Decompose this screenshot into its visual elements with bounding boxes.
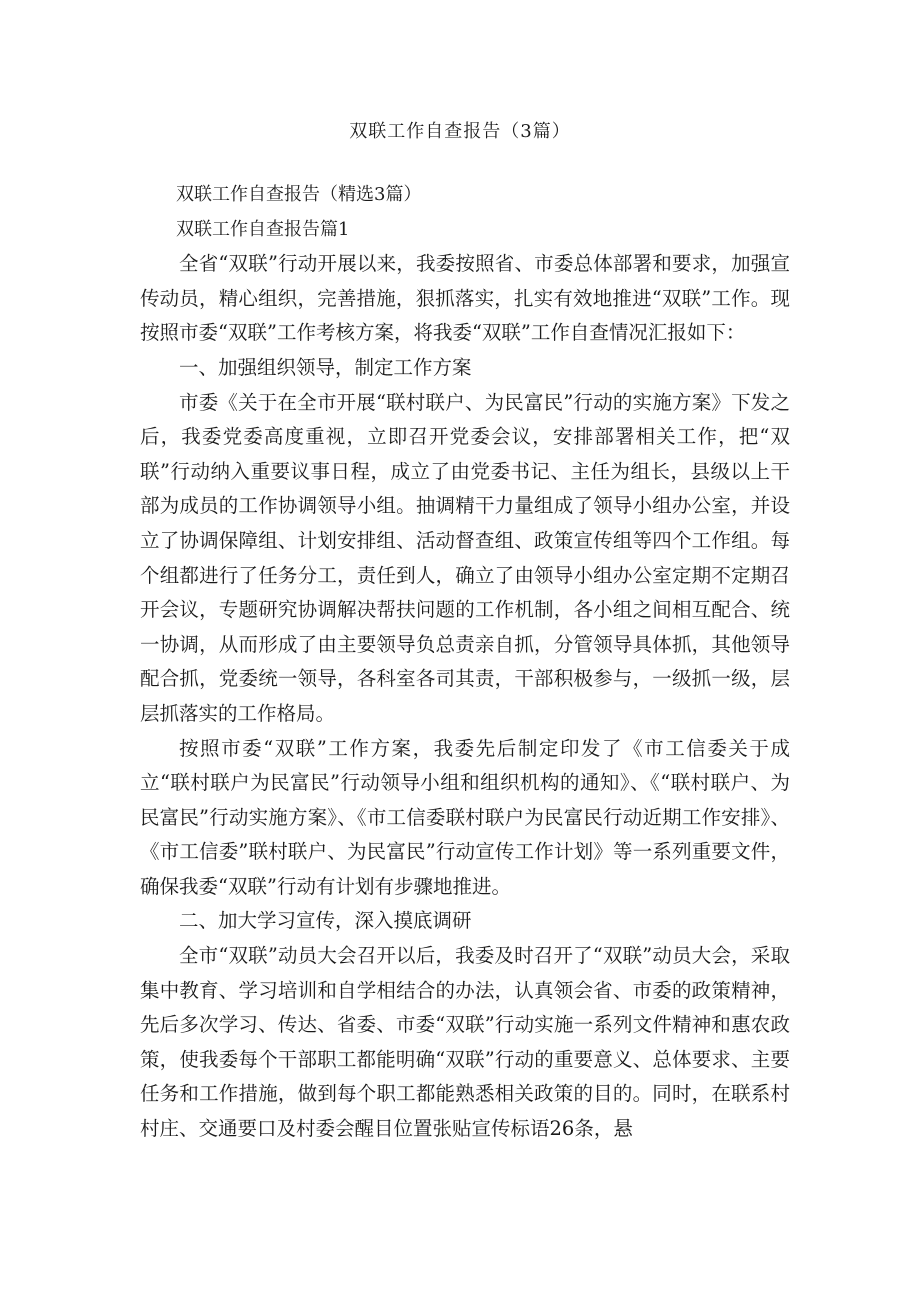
section-heading-part1: 双联工作自查报告篇1: [176, 218, 350, 240]
body-paragraph-organization: 市委《关于在全市开展“联村联户、为民富民”行动的实施方案》下发之后，我委党委高度重视，立即召开党委会议，安排部署相关工作，把“双联”行动纳入重要议事日程，成立了由党委书记、主任为组长，县级以上干部为成员的工作协调领导小组。抽调精干力量组成了领导小组办公室，并设立了协调保障组、计划安排组、活动督查组、政策宣传组等四个工作组。每个组都进行了任务分工，责任到人，确立了由领导小组办公室定期不定期召开会议，专题研究协调解决帮扶问题的工作机制，各小组之间相互配合、统一协调，从而形成了由主要领导负总责亲自抓，分管领导具体抓，其他领导配合抓，党委统一领导，各科室各司其责，干部积极参与，一级抓一级，层层抓落实的工作格局。: [140, 390, 790, 725]
subtitle: 双联工作自查报告（精选3篇）: [176, 184, 422, 205]
heading-one: 一、加强组织领导，制定工作方案: [179, 355, 472, 379]
body-paragraph-study: 全市“双联”动员大会召开以后，我委及时召开了“双联”动员大会，采取集中教育、学习培训和自学相结合的办法，认真领会省、市委的政策精神，先后多次学习、传达、省委、市委“双联”行动实施一系列文件精神和惠农政策，使我委每个干部职工都能明确“双联”行动的重要意义、总体要求、主要任务和工作措施，做到每个职工都能熟悉相关政策的目的。同时，在联系村村庄、交通要口及村委会醒目位置张贴宣传标语26条，悬: [140, 944, 790, 1141]
document-body: [140, 178, 790, 1147]
body-paragraph-documents: 按照市委“双联”工作方案，我委先后制定印发了《市工信委关于成立“联村联户为民富民”行动领导小组和组织机构的通知》、《“联村联户、为民富民”行动实施方案》、《市工信委联村联户为民富民行动近期工作安排》、《市工信委”联村联户、为民富民”行动宣传工作计划》等一系列重要文件，确保我委“双联”行动有计划有步骤地推进。: [140, 736, 790, 898]
heading-two: 二、加大学习宣传，深入摸底调研: [179, 909, 472, 933]
intro-paragraph: 全省“双联”行动开展以来，我委按照省、市委总体部署和要求，加强宣传动员，精心组织，完善措施，狠抓落实，扎实有效地推进“双联”工作。现按照市委“双联”工作考核方案，将我委“双联”工作自查情况汇报如下：: [140, 252, 790, 345]
document-title: 双联工作自查报告（3篇）: [349, 121, 571, 142]
